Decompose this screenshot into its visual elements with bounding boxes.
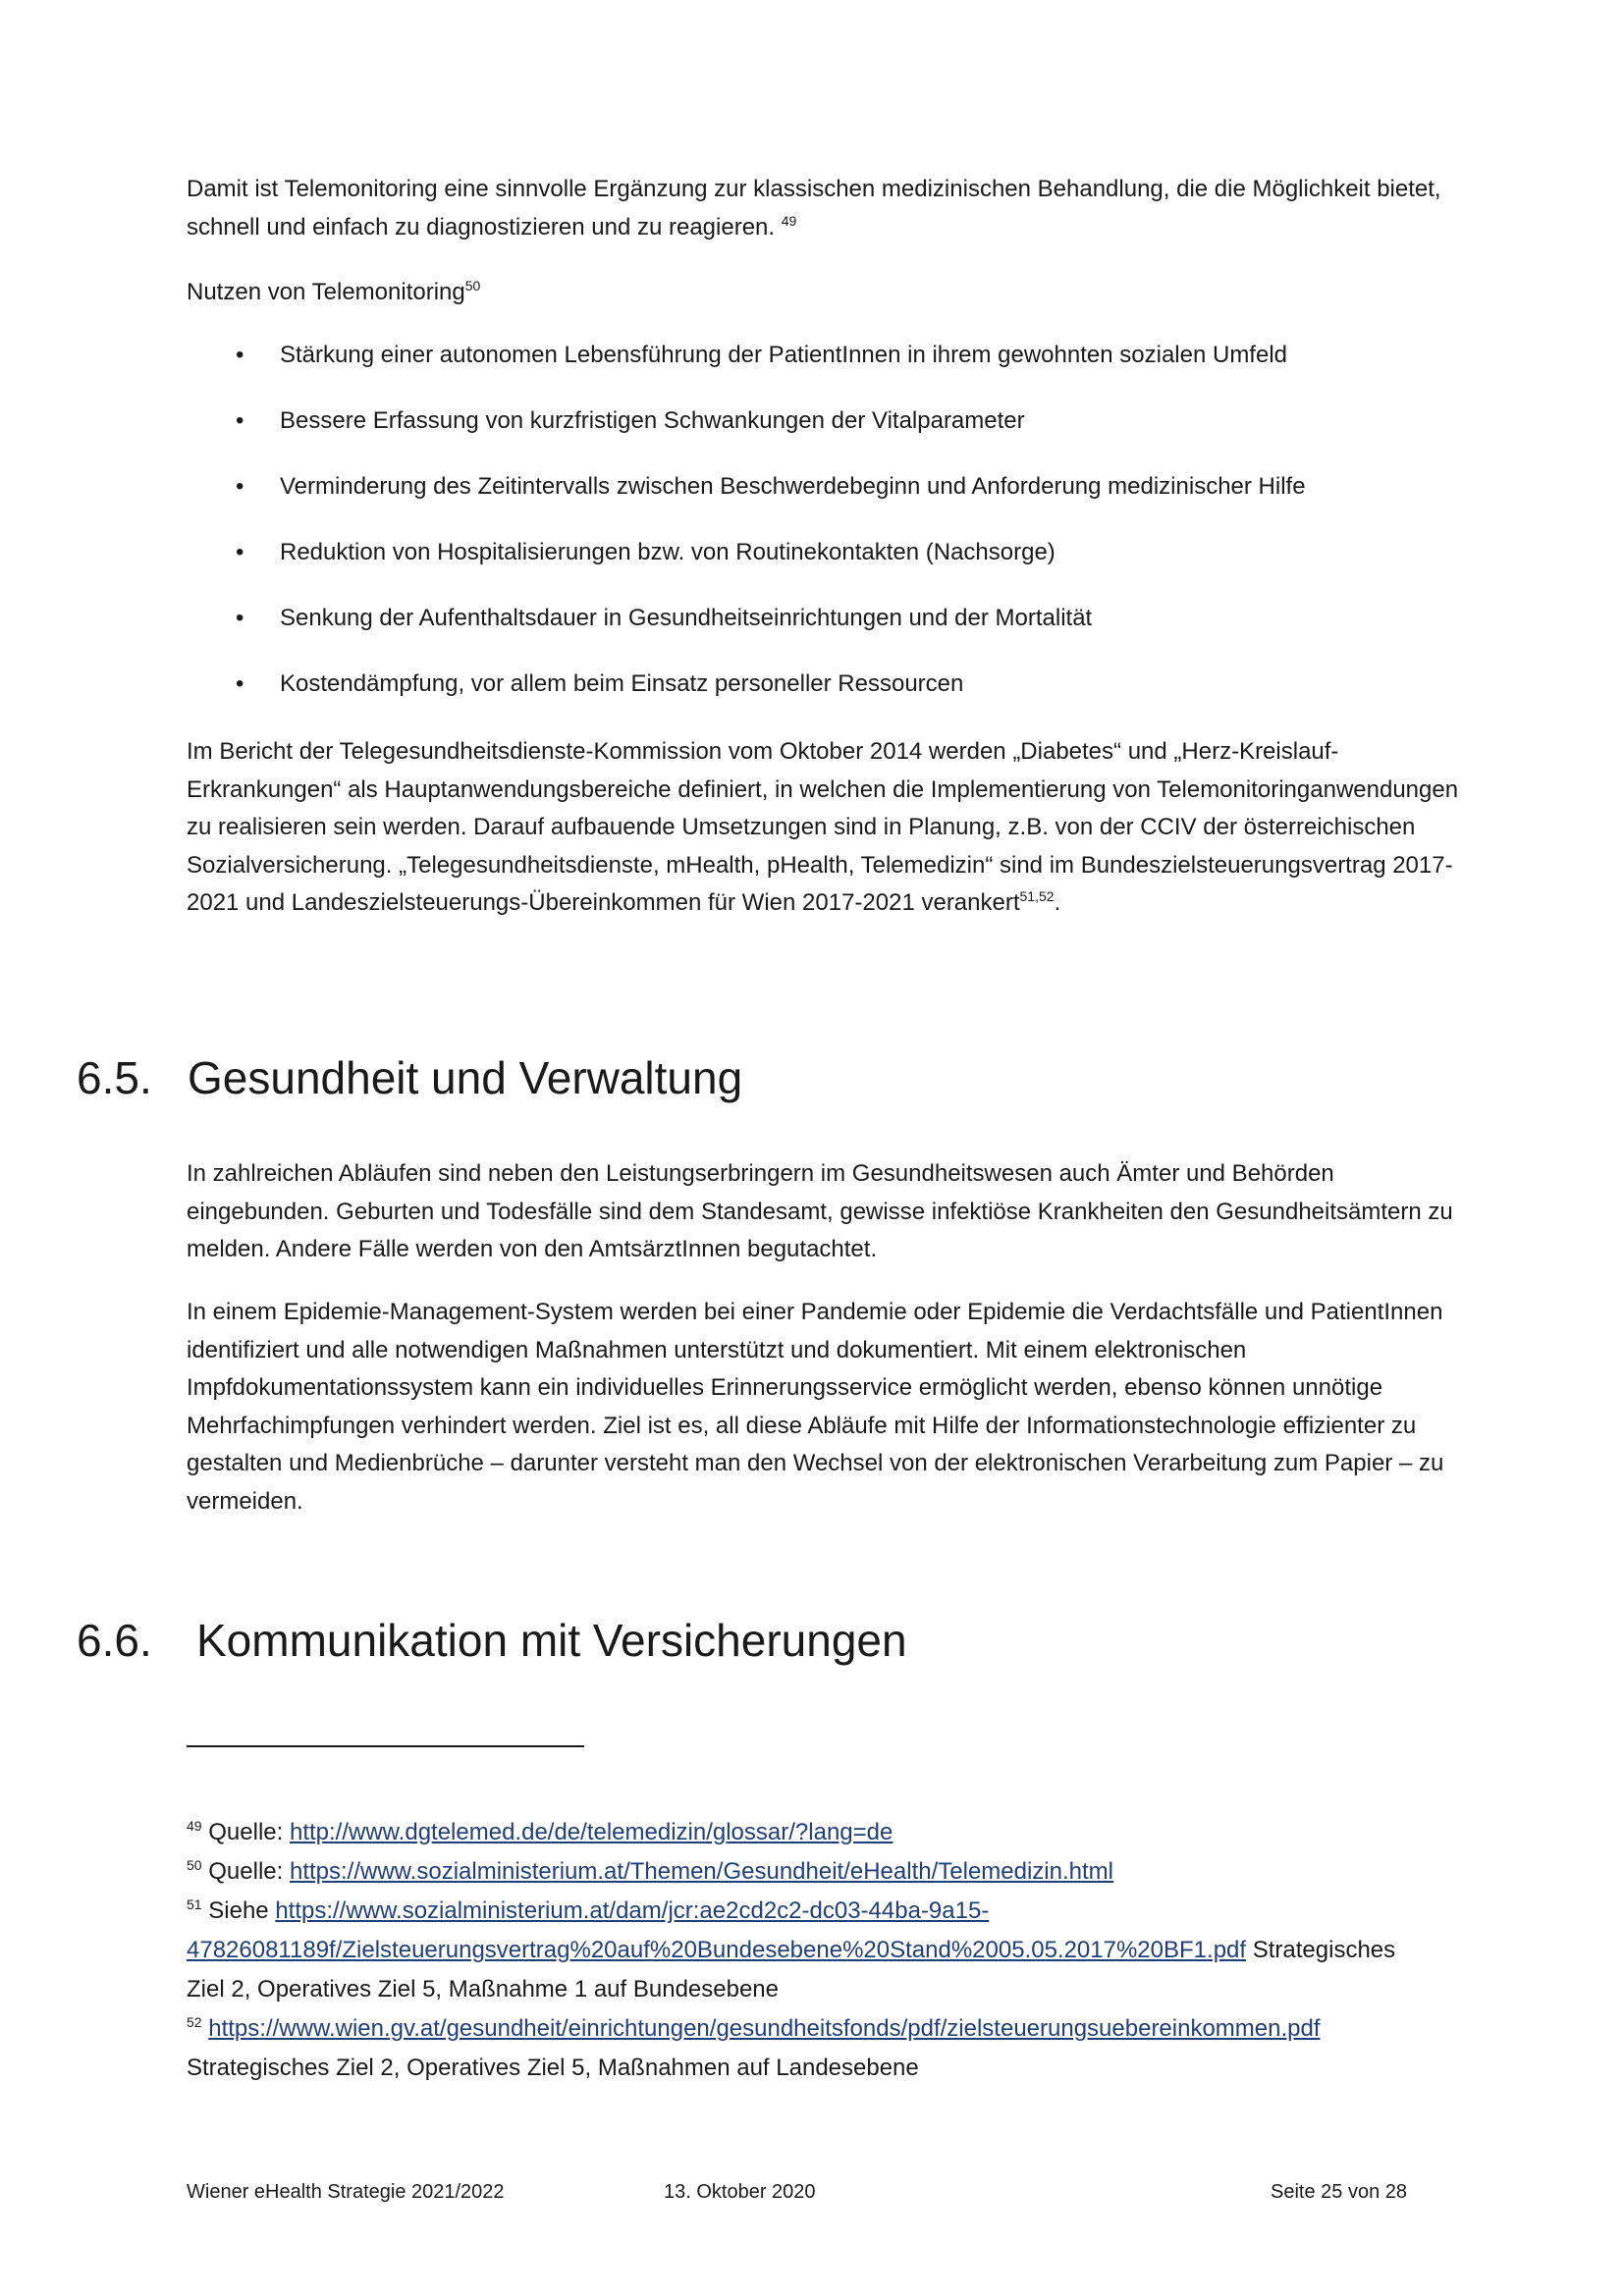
- section-number: 6.6.: [77, 1615, 152, 1666]
- footnote-52-link[interactable]: https://www.wien.gv.at/gesundheit/einrichtungen/gesundheitsfonds/pdf/zielsteuerungsuebereinkommen.pdf: [208, 2015, 1321, 2042]
- footnote-ref-51-52[interactable]: 51,52: [1019, 888, 1055, 904]
- section-heading-6-6: [77, 1613, 907, 1668]
- footnote-50: $^{50}$ Quelle: https://www.sozialministerium.at/Themen/Gesundheit/eHealth/Telemedizin.html: [187, 1857, 1113, 1885]
- list-item: • Kostendämpfung, vor allem beim Einsatz personeller Ressourcen: [236, 666, 1414, 731]
- bullet-icon: •: [236, 539, 244, 565]
- section-title: Kommunikation mit Versicherungen: [196, 1615, 907, 1666]
- list-item: • Senkung der Aufenthaltsdauer in Gesundheitseinrichtungen und der Mortalität: [236, 600, 1414, 666]
- verwaltung-paragraph-2: In einem Epidemie-Management-System werden bei einer Pandemie oder Epidemie die Verdachtsfälle und PatientInnen identifiziert und alle notwendigen Maßnahmen unterstützt und dokumentiert. Mit einem elektronischen Impfdokumentationssystem kann ein individuelles Erinnerungsservice ermöglicht werden, ebenso können unnötige Mehrfachimpfungen verhindert werden. Ziel ist es, all diese Abläufe mit Hilfe der Informationstechnologie effizienter zu gestalten und Medienbrüche – darunter versteht man den Wechsel von der elektronischen Verarbeitung zum Papier – zu vermeiden.: [187, 1299, 1444, 1515]
- bullet-icon: •: [236, 473, 244, 500]
- section-number: 6.5.: [77, 1052, 152, 1103]
- nutzen-list: [236, 337, 1414, 731]
- bericht-paragraph: Im Bericht der Telegesundheitsdienste-Kommission vom Oktober 2014 werden „Diabetes“ und „Herz-Kreislauf-Erkrankungen“ als Hauptanwendungsbereiche definiert, in welchen die Implementierung von Telemonitoringanwendungen zu realisieren sein werden. Darauf aufbauende Umsetzungen sind in Planung, z.B. von der CCIV der österreichischen Sozialversicherung. „Telegesundheitsdienste, mHealth, pHealth, Telemedizin“ sind im Bundeszielsteuerungsvertrag 2017-2021 und Landeszielsteuerungs-Übereinkommen für Wien 2017-2021 verankert$^{51,52}$.: [187, 738, 1459, 916]
- footnote-separator: [187, 1745, 584, 1747]
- list-item: • Verminderung des Zeitintervalls zwischen Beschwerdebeginn und Anforderung medizinischer Hilfe: [236, 468, 1414, 534]
- footnote-ref-49[interactable]: 49: [781, 212, 797, 229]
- footnote-ref-50[interactable]: 50: [464, 278, 481, 294]
- footnote-52: $^{52}$ https://www.wien.gv.at/gesundheit/einrichtungen/gesundheitsfonds/pdf/zielsteuerungsuebereinkommen.pdf Strategisches Ziel 2, Operatives Ziel 5, Maßnahmen auf Landesebene: [187, 2014, 1321, 2081]
- list-item: • Stärkung einer autonomen Lebensführung der PatientInnen in ihrem gewohnten sozialen Umfeld: [236, 337, 1414, 402]
- footer-date: 13. Oktober 2020: [664, 2181, 816, 2203]
- footnote-49: $^{49}$ Quelle: http://www.dgtelemed.de/de/telemedizin/glossar/?lang=de: [187, 1818, 893, 1845]
- section-title: Gesundheit und Verwaltung: [188, 1052, 743, 1103]
- bullet-icon: •: [236, 407, 244, 434]
- footnote-51: $^{51}$ Siehe https://www.sozialministerium.at/dam/jcr:ae2cd2c2-dc03-44ba-9a15- 47826081189f/Zielsteuerungsvertrag%20auf%20Bundesebene%20Stand%2005.05.2017%20BF1.pdf Strategisches Ziel 2, Operatives Ziel 5, Maßnahme 1 auf Bundesebene: [187, 1896, 1396, 2002]
- footnote-51-link-cont[interactable]: 47826081189f/Zielsteuerungsvertrag%20auf%20Bundesebene%20Stand%2005.05.2017%20BF1.pdf: [187, 1937, 1247, 1963]
- bullet-icon: •: [236, 342, 244, 368]
- verwaltung-paragraph-1: In zahlreichen Abläufen sind neben den Leistungserbringern im Gesundheitswesen auch Ämter und Behörden eingebunden. Geburten und Todesfälle sind dem Standesamt, gewisse infektiöse Krankheiten den Gesundheitsämtern zu melden. Andere Fälle werden von den AmtsärztInnen begutachtet.: [187, 1160, 1453, 1262]
- footnote-51-link[interactable]: https://www.sozialministerium.at/dam/jcr:ae2cd2c2-dc03-44ba-9a15-: [275, 1897, 990, 1924]
- list-item: • Reduktion von Hospitalisierungen bzw. von Routinekontakten (Nachsorge): [236, 534, 1414, 600]
- footer-title: Wiener eHealth Strategie 2021/2022: [187, 2181, 505, 2203]
- section-heading-6-5: [77, 1050, 742, 1105]
- bullet-icon: •: [236, 605, 244, 631]
- nutzen-label: Nutzen von Telemonitoring$^{50}$: [187, 278, 481, 305]
- bullet-icon: •: [236, 670, 244, 697]
- footnote-49-link[interactable]: http://www.dgtelemed.de/de/telemedizin/glossar/?lang=de: [289, 1819, 893, 1845]
- footer-page-number: Seite 25 von 28: [1271, 2181, 1407, 2203]
- intro-paragraph: Damit ist Telemonitoring eine sinnvolle Ergänzung zur klassischen medizinischen Behandlung, die die Möglichkeit bietet, schnell und einfach zu diagnostizieren und zu reagieren. $^{49}$: [187, 176, 1441, 240]
- footnote-50-link[interactable]: https://www.sozialministerium.at/Themen/Gesundheit/eHealth/Telemedizin.html: [289, 1858, 1113, 1885]
- list-item: • Bessere Erfassung von kurzfristigen Schwankungen der Vitalparameter: [236, 402, 1414, 468]
